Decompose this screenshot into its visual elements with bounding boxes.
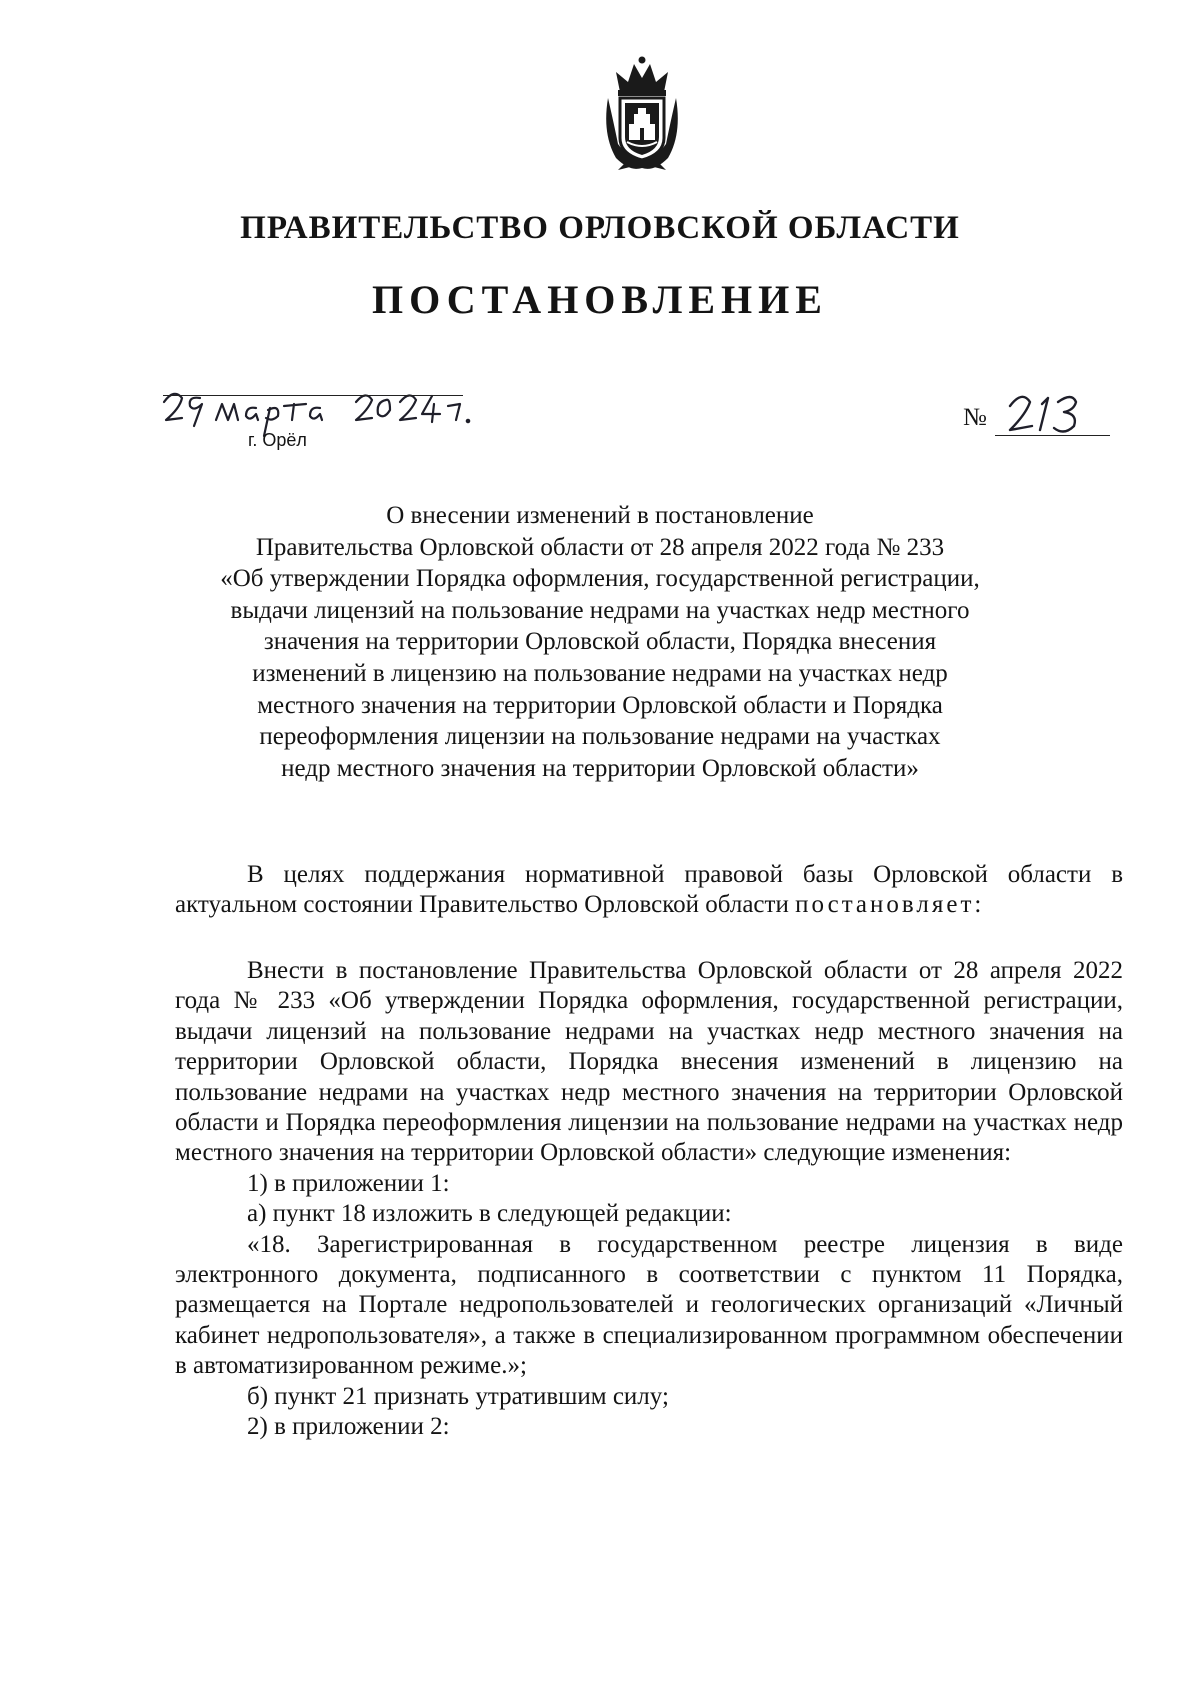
body-block [175, 956, 1123, 1443]
body-intro-paragraph: Внести в постановление Правительства Орловской области от 28 апреля 2022 года № 233 «Об утверждении Порядка оформления, государственной регистрации, выдачи лицензий на пользование недрами на участках недр местного значения на территории Орловской области, Порядка внесения изменений в лицензию на пользование недрами на участках недр местного значения на территории Орловской области и Порядка переоформления лицензии на пользование недрами на участках недр местного значения на территории Орловской области» следующие изменения: [175, 957, 1123, 1167]
subject-line: местного значения на территории Орловской области и Порядка [257, 691, 943, 719]
date-underline [163, 395, 463, 396]
document-subject [150, 500, 1050, 784]
item-1a: а) пункт 18 изложить в следующей редакции: [247, 1200, 732, 1228]
city-label: г. Орёл [248, 430, 307, 450]
number-underline [995, 435, 1110, 436]
number-label: № [963, 404, 987, 431]
subject-line: недр местного значения на территории Орловской области» [281, 754, 919, 782]
coat-of-arms-icon [596, 54, 688, 174]
subject-line: О внесении изменений в постановление [386, 502, 814, 529]
preamble-text: В целях поддержания нормативной правовой базы Орловской области в актуальном состоянии Правительство Орловской области [175, 861, 1123, 919]
preamble-block [175, 860, 1123, 921]
subject-line: переоформления лицензии на пользование недрами на участках [259, 723, 941, 751]
item-1b: б) пункт 21 признать утратившим силу; [247, 1382, 669, 1410]
subject-line: «Об утверждении Порядка оформления, государственной регистрации, [220, 565, 980, 593]
preamble-paragraph [175, 860, 1123, 921]
document-type-title: ПОСТАНОВЛЕНИЕ [372, 277, 828, 322]
subject-line: Правительства Орловской области от 28 апреля 2022 года № 233 [255, 533, 945, 561]
subject-line: значения на территории Орловской области, Порядка внесения [263, 628, 937, 656]
government-title: ПРАВИТЕЛЬСТВО ОРЛОВСКОЙ ОБЛАСТИ [240, 210, 960, 246]
preamble-verb: постановляет: [795, 891, 985, 919]
subject-line: выдачи лицензий на пользование недрами на участках недр местного [230, 596, 970, 624]
item-2: 2) в приложении 2: [247, 1413, 450, 1441]
subject-line: изменений в лицензию на пользование недрами на участках недр [252, 659, 948, 687]
handwritten-number [1002, 386, 1102, 442]
item-1: 1) в приложении 1: [247, 1169, 450, 1197]
item-18-paragraph: «18. Зарегистрированная в государственном реестре лицензия в виде электронного документа, подписанного в соответствии с пунктом 11 Порядка, размещается на Портале недропользователей и геологических организаций «Личный кабинет недропользователя», а также в специализированном программном обеспечении в автоматизированном режиме.»; [175, 1230, 1123, 1380]
